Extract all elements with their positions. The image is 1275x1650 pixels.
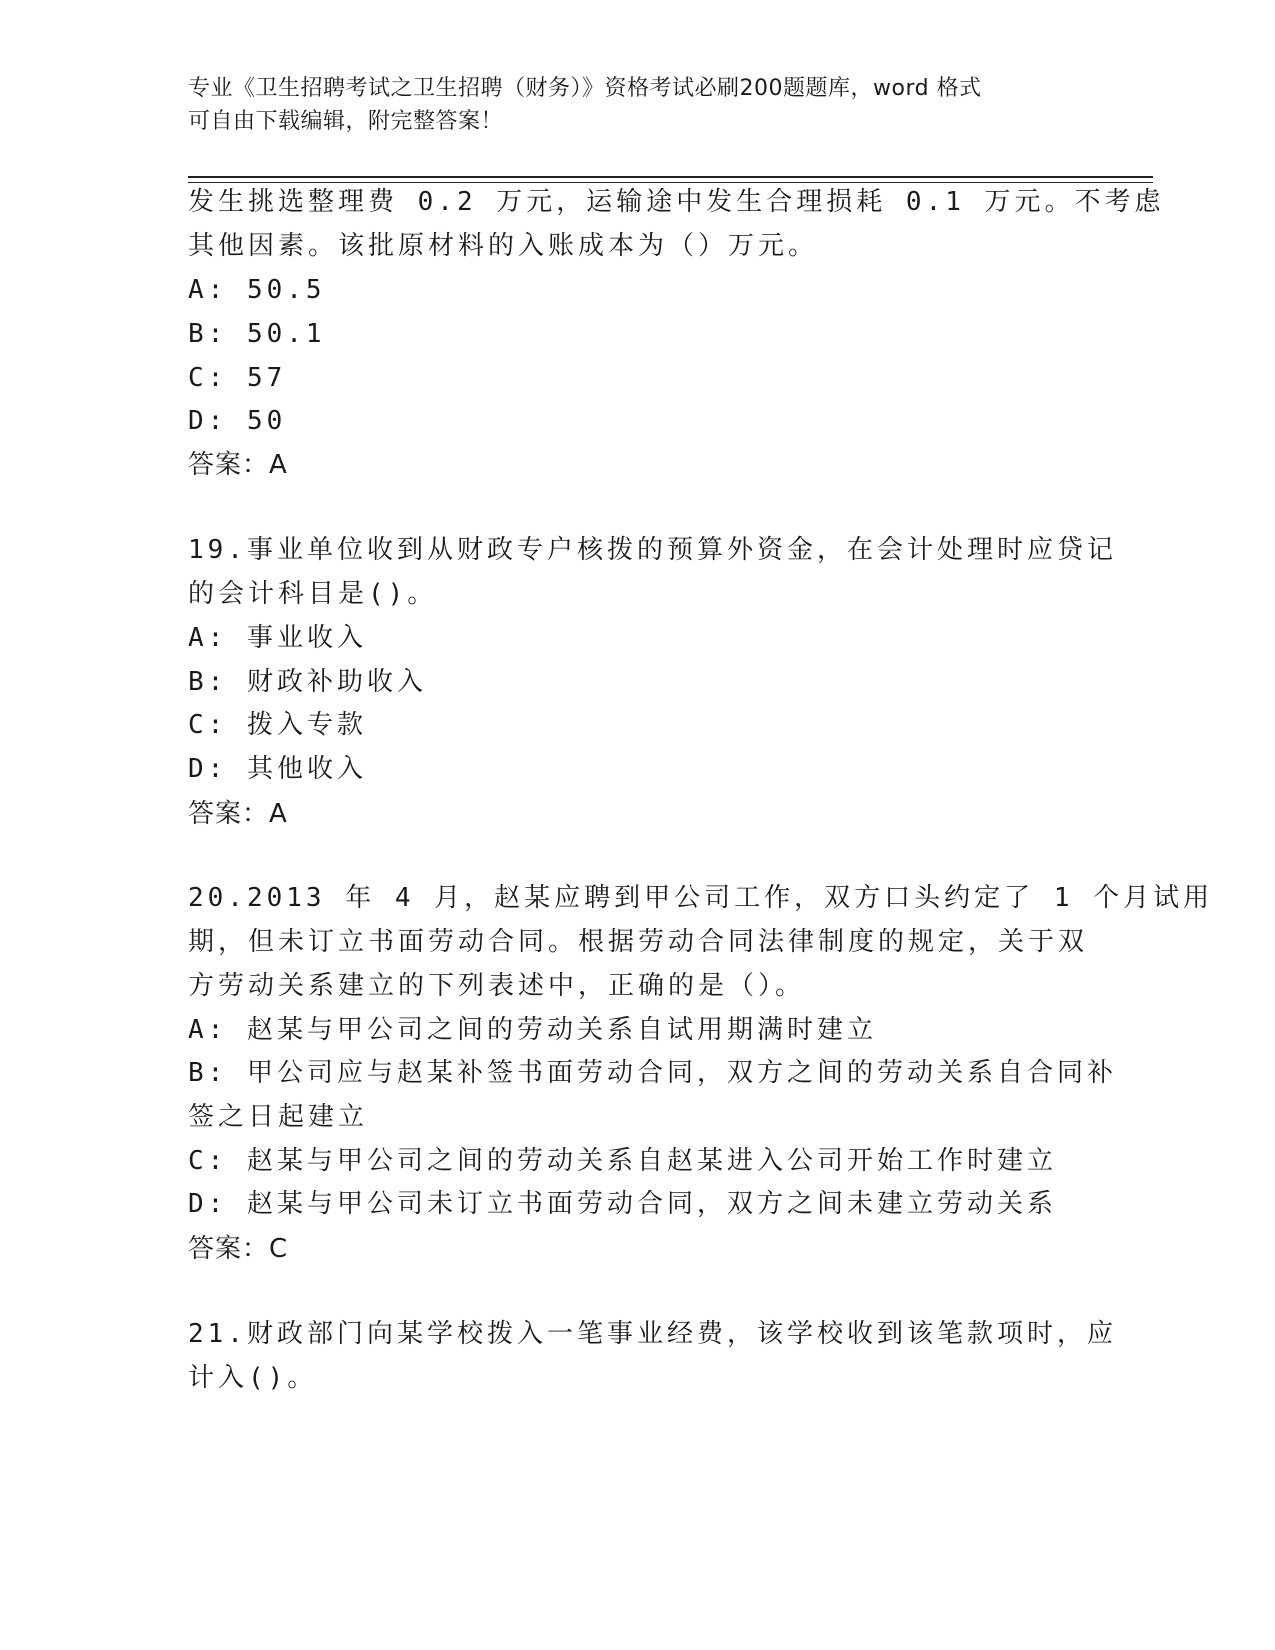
answer: 答案：C [188,1234,289,1264]
header-divider-thick [188,176,1153,178]
option-c: C: 57 [188,363,287,393]
header-title-line-2: 可自由下载编辑，附完整答案！ [188,109,504,134]
option-b: B: 50.1 [188,319,326,349]
option-d: D: 其他收入 [188,754,367,784]
question-stem: 计入()。 [188,1363,318,1393]
question-stem: 20.2013 年 4 月，赵某应聘到甲公司工作，双方口头约定了 1 个月试用 [188,883,1214,913]
option-a: A: 赵某与甲公司之间的劳动关系自试用期满时建立 [188,1015,877,1045]
question-stem: 发生挑选整理费 0.2 万元，运输途中发生合理损耗 0.1 万元。不考虑 [188,187,1165,217]
answer: 答案：A [188,450,288,480]
option-c: C: 赵某与甲公司之间的劳动关系自赵某进入公司开始工作时建立 [188,1146,1057,1176]
header-title-line-1: 专业《卫生招聘考试之卫生招聘（财务）》资格考试必刷200题题库，word 格式 [188,76,982,101]
question-stem: 方劳动关系建立的下列表述中，正确的是（）。 [188,971,806,1001]
option-b: 签之日起建立 [188,1102,369,1132]
option-b: B: 甲公司应与赵某补签书面劳动合同，双方之间的劳动关系自合同补 [188,1058,1117,1088]
option-d: D: 50 [188,406,287,436]
question-stem: 19.事业单位收到从财政专户核拨的预算外资金，在会计处理时应贷记 [188,535,1117,565]
question-stem: 21.财政部门向某学校拨入一笔事业经费，该学校收到该笔款项时，应 [188,1319,1117,1349]
question-stem: 其他因素。该批原材料的入账成本为（）万元。 [188,231,819,261]
question-stem: 期，但未订立书面劳动合同。根据劳动合同法律制度的规定，关于双 [188,927,1089,957]
option-d: D: 赵某与甲公司未订立书面劳动合同，双方之间未建立劳动关系 [188,1189,1057,1219]
option-c: C: 拨入专款 [188,710,367,740]
document-header [188,72,1068,138]
option-a: A: 事业收入 [188,623,367,653]
question-stem: 的会计科目是()。 [188,579,438,609]
option-b: B: 财政补助收入 [188,667,427,697]
answer: 答案：A [188,799,288,829]
option-a: A: 50.5 [188,275,326,305]
